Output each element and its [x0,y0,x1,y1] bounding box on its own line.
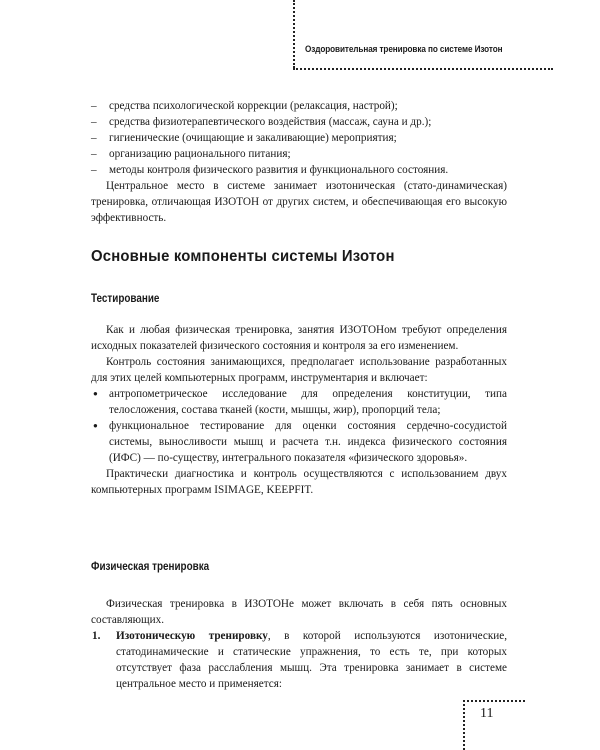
training-block [91,596,507,692]
intro-paragraph: Центральное место в системе занимает изотоническая (стато-динамическая) тренировка, отличающая ИЗОТОН от других систем, и обеспечивающая его высокую эффективность. [91,180,507,224]
section-title: Основные компоненты системы Изотон [91,248,395,265]
training-paragraph-1: Физическая тренировка в ИЗОТОНе может включать в себя пять основных составляющих. [91,598,507,626]
footer-dotted-horizontal-rule [463,700,525,702]
subheading-testing: Тестирование [91,293,160,305]
intro-block [91,98,507,226]
footer-dotted-vertical-rule [463,700,465,750]
list-item: – средства физиотерапевтического воздействия (массаж, сауна и др.); [91,116,432,128]
subheading-physical-training: Физическая тренировка [91,561,210,573]
list-item: ● антропометрическое исследование для определения конституции, типа телосложения, состава тканей (кости, мышцы, жир), пропорций тела; [93,388,507,416]
testing-paragraph-2: Контроль состояния занимающихся, предполагает использование разработанных для этих целей компьютерных программ, инструментария и включает: [91,356,507,384]
list-item: ● функциональное тестирование для оценки состояния сердечно-сосудистой системы, выносливости мышц и расчета т.н. индекса физического состояния (ИФС) — по-существу, интегрального показателя «физического здоровья». [93,420,507,464]
list-item: – организацию рационального питания; [91,148,291,160]
numbered-item-bold-term: Изотоническую тренировку [116,630,268,642]
testing-paragraph-1: Как и любая физическая тренировка, занятия ИЗОТОНом требуют определения исходных показателей физического состояния и контроля за его изменением. [91,324,507,352]
list-item: – средства психологической коррекции (релаксация, настрой); [91,100,398,112]
list-item: – гигиенические (очищающие и закаливающие) мероприятия; [91,132,397,144]
page-number: 11 [480,706,494,721]
list-item: – методы контроля физического развития и функционального состояния. [91,164,449,176]
running-header-title: Оздоровительная тренировка по системе Изотон [305,44,503,55]
header-dotted-vertical-rule [293,0,295,68]
numbered-item: 1. Изотоническую тренировку, в которой используются изотонические, статодинамические и статические упражнения, то есть те, при которых отсутствует фаза расслабления мышц. Эта тренировка занимает в системе центральное место и применяется: [92,630,508,690]
testing-block [91,322,507,498]
testing-paragraph-3: Практически диагностика и контроль осуществляются с использованием двух компьютерных программ ISIMAGE, KEEPFIT. [91,468,507,496]
header-dotted-horizontal-rule [293,68,553,70]
